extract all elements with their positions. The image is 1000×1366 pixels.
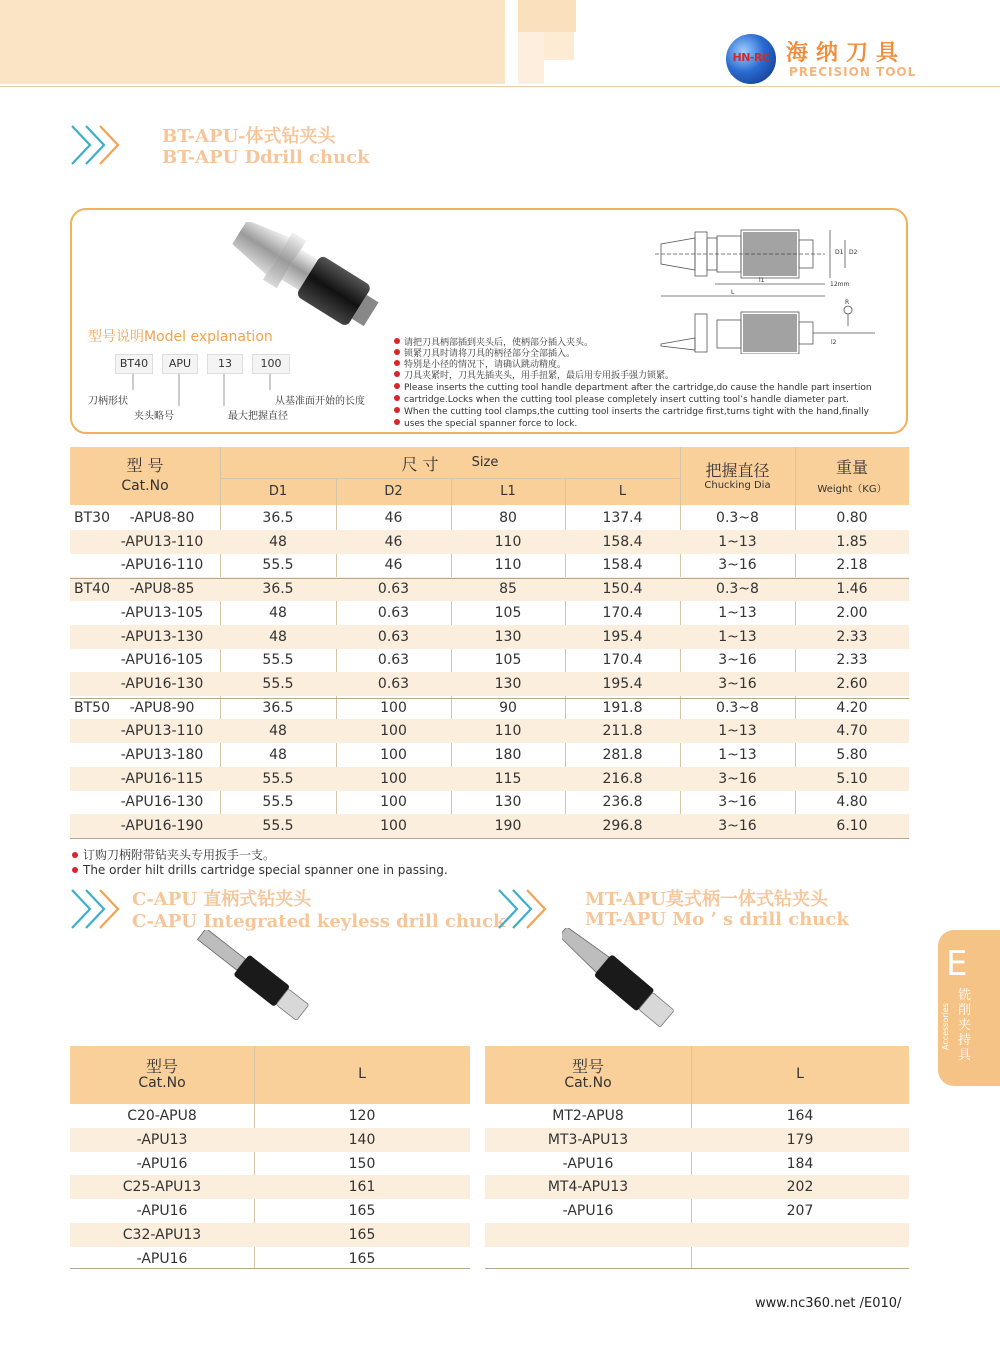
cat-cell: -APU16	[562, 1203, 614, 1220]
chuck-dia-cell: 3~16	[718, 770, 757, 787]
d1-cell: 48	[269, 628, 287, 645]
l-cell: 165	[348, 1203, 376, 1220]
d2-cell: 100	[380, 723, 407, 740]
l1-cell: 90	[499, 699, 517, 716]
drawing-label: l1	[759, 277, 765, 284]
l-cell: 296.8	[602, 818, 643, 835]
drawing-label: D1	[835, 249, 844, 256]
drawing-label: 12mm	[830, 281, 850, 288]
chuck-dia-cell: 3~16	[718, 652, 757, 669]
technical-drawing	[655, 214, 895, 354]
model-label: 刀柄形状	[88, 396, 128, 407]
d2-cell: 0.63	[377, 604, 410, 621]
model-label: 最大把握直径	[228, 411, 288, 422]
l-cell: 191.8	[602, 699, 643, 716]
weight-cell: 6.10	[836, 818, 868, 835]
l-cell: 158.4	[602, 533, 643, 550]
side-tab-letter: E	[946, 944, 968, 984]
chuck-dia-cell: 1~13	[718, 628, 757, 645]
header-decor	[518, 32, 544, 84]
header-cat-en: Cat.No	[121, 478, 169, 494]
table-row	[70, 790, 909, 814]
model-code: 100	[252, 354, 290, 374]
table-row	[70, 577, 909, 601]
weight-cell: 2.33	[836, 652, 868, 669]
header-cat-cn: 型 号	[126, 456, 164, 475]
d1-cell: 55.5	[262, 794, 294, 811]
chuck-dia-cell: 0.3~8	[716, 581, 759, 598]
cat-cell: MT2-APU8	[552, 1108, 624, 1124]
cat-cell: MT3-APU13	[547, 1131, 629, 1148]
d2-cell: 46	[384, 533, 403, 550]
cat-cell: MT4-APU13	[547, 1179, 629, 1196]
model-label: 从基准面开始的长度	[275, 396, 365, 407]
side-tab-label-cn: 铣削夹持具	[958, 988, 972, 1063]
d2-cell: 100	[380, 818, 407, 835]
model-explanation-title: 型号说明Model explanation	[88, 329, 273, 345]
l-cell: 195.4	[602, 628, 643, 645]
table-row	[485, 1152, 909, 1176]
c-header-l: L	[358, 1066, 366, 1082]
section3-title-en: MT-APU Mo ’ s drill chuck	[585, 909, 849, 930]
l1-cell: 80	[499, 510, 517, 526]
d2-cell: 100	[380, 794, 407, 811]
header-weight-en: Weight（KG）	[817, 484, 887, 495]
cat-cell: -APU16-130	[120, 675, 204, 692]
header-col: L1	[500, 484, 516, 499]
group-cell: BT50	[74, 699, 110, 716]
mt-header-cat-en: Cat.No	[564, 1075, 612, 1091]
cat-cell: -APU16-130	[120, 794, 204, 811]
note-item: cartridge.Locks when the cutting tool please completely insert cutting tool’s handle diameter part.	[394, 395, 849, 405]
d1-cell: 36.5	[262, 510, 294, 526]
table-row	[70, 506, 909, 530]
header-decor	[518, 0, 576, 32]
mt-header-l: L	[796, 1066, 804, 1082]
l1-cell: 85	[499, 581, 517, 598]
l-cell: 236.8	[602, 794, 643, 811]
cat-cell: -APU8-85	[129, 581, 195, 598]
l1-cell: 110	[494, 557, 522, 574]
cat-cell: -APU16	[136, 1250, 188, 1267]
footer-website[interactable]: www.nc360.net /E010/	[755, 1296, 902, 1311]
chuck-dia-cell: 3~16	[718, 675, 757, 692]
table-row	[70, 1104, 470, 1128]
chuck-dia-cell: 3~16	[718, 818, 757, 835]
footnote-cn: 订购刀柄附带钻夹头专用扳手一支。	[72, 846, 275, 863]
l-cell: 150	[348, 1155, 376, 1172]
chuck-dia-cell: 0.3~8	[716, 510, 759, 526]
chuck-dia-cell: 3~16	[718, 557, 757, 574]
cat-cell: -APU13-180	[120, 747, 204, 763]
cat-cell: -APU13-110	[120, 723, 204, 740]
table-row	[70, 767, 909, 791]
d1-cell: 55.5	[262, 818, 294, 835]
table-bottom-border	[70, 1268, 470, 1269]
l-cell: 216.8	[602, 770, 643, 787]
cat-cell: C32-APU13	[122, 1227, 202, 1243]
note-item: uses the special spanner force to lock.	[394, 419, 577, 429]
l-cell: 179	[786, 1131, 814, 1148]
weight-cell: 1.85	[836, 533, 868, 550]
weight-cell: 5.10	[836, 770, 868, 787]
l1-cell: 105	[494, 652, 522, 669]
l-cell: 158.4	[602, 557, 643, 574]
cat-cell: -APU16-115	[120, 770, 204, 787]
weight-cell: 4.80	[836, 794, 868, 811]
d2-cell: 46	[384, 557, 403, 574]
drawing-label: L	[731, 289, 735, 296]
table-row	[70, 1223, 470, 1247]
header-size-cn: 尺 寸	[401, 455, 439, 474]
note-item: 锁紧刀具时请将刀具的柄径部分全部插入。	[394, 346, 575, 359]
table-row	[485, 1128, 909, 1152]
d1-cell: 55.5	[262, 652, 294, 669]
l-cell: 140	[348, 1131, 376, 1148]
cat-cell: -APU16	[136, 1203, 188, 1220]
drawing-label: R	[845, 299, 850, 306]
table-row	[485, 1175, 909, 1199]
cat-cell: -APU13-130	[120, 628, 204, 645]
l-cell: 281.8	[602, 747, 643, 763]
header-chuck-en: Chucking Dia	[704, 480, 771, 491]
cat-cell: -APU8-90	[129, 699, 195, 716]
chevrons-icon	[495, 886, 553, 932]
c-apu-chuck-image	[196, 930, 316, 1040]
d1-cell: 36.5	[262, 699, 294, 716]
table-row	[70, 601, 909, 625]
l-cell: 195.4	[602, 675, 643, 692]
l-cell: 165	[348, 1250, 376, 1267]
table-bottom-border	[70, 838, 909, 839]
l1-cell: 105	[494, 604, 522, 621]
cat-cell: C25-APU13	[122, 1179, 202, 1196]
header-col: L	[618, 484, 627, 499]
weight-cell: 0.80	[836, 510, 868, 526]
note-item: 请把刀具柄部插到夹头后，使柄部分插入夹头。	[394, 335, 593, 348]
d2-cell: 0.63	[377, 675, 410, 692]
cat-cell: -APU16-110	[120, 557, 204, 574]
section3-title-cn: MT-APU莫式柄一体式钻夹头	[585, 889, 829, 910]
l1-cell: 110	[494, 533, 522, 550]
d1-cell: 48	[269, 723, 287, 740]
table-row	[70, 814, 909, 838]
c-header-cat-en: Cat.No	[138, 1075, 186, 1091]
d2-cell: 100	[380, 747, 407, 763]
cat-cell: -APU13-105	[120, 604, 204, 621]
table-row	[70, 1152, 470, 1176]
section1-title-cn: BT-APU-体式钻夹头	[162, 126, 336, 147]
table-row	[70, 1175, 470, 1199]
table-row	[485, 1223, 909, 1247]
group-divider	[70, 578, 909, 579]
weight-cell: 2.00	[836, 604, 868, 621]
d1-cell: 48	[269, 533, 287, 550]
table-bottom-border	[485, 1268, 909, 1269]
header-divider	[0, 86, 1000, 87]
brand-name-en: PRECISION TOOL	[789, 65, 917, 79]
cat-cell: -APU8-80	[129, 510, 195, 526]
chuck-dia-cell: 3~16	[718, 794, 757, 811]
d2-cell: 0.63	[377, 581, 410, 598]
group-cell: BT40	[74, 581, 110, 598]
l-cell: 184	[786, 1155, 814, 1172]
d1-cell: 48	[269, 747, 287, 763]
header-size-en: Size	[471, 455, 499, 470]
l1-cell: 110	[494, 723, 522, 740]
bt-apu-chuck-image	[220, 222, 400, 342]
table-row	[70, 530, 909, 554]
weight-cell: 1.46	[836, 581, 868, 598]
l-cell: 161	[348, 1179, 376, 1196]
c-header-cat-cn: 型号	[145, 1057, 178, 1076]
l-cell: 202	[786, 1179, 814, 1196]
group-cell: BT30	[74, 510, 110, 526]
cat-cell: -APU13-110	[120, 533, 204, 550]
model-code: APU	[162, 354, 198, 374]
cat-cell: -APU16	[136, 1155, 188, 1172]
table-row	[70, 743, 909, 767]
l-cell: 137.4	[602, 510, 643, 526]
drawing-label: D2	[849, 249, 858, 256]
l1-cell: 190	[494, 818, 522, 835]
chevrons-icon	[68, 122, 126, 168]
d1-cell: 48	[269, 604, 287, 621]
weight-cell: 2.33	[836, 628, 868, 645]
note-item: Please inserts the cutting tool handle department after the cartridge,do cause the handle part insertion	[394, 383, 872, 393]
table-row	[70, 625, 909, 649]
d2-cell: 0.63	[377, 652, 410, 669]
model-code: 13	[207, 354, 243, 374]
table-row	[70, 553, 909, 577]
note-item: 刀具夹紧时，刀具先插夹头，用手扭紧，最后用专用扳手强力锁紧。	[394, 368, 674, 381]
d2-cell: 100	[380, 699, 407, 716]
cat-cell: -APU16-105	[120, 652, 204, 669]
l1-cell: 180	[494, 747, 522, 763]
section2-title-cn: C-APU 直柄式钻夹头	[132, 889, 312, 910]
table-row	[70, 1199, 470, 1223]
table-row	[485, 1104, 909, 1128]
note-item: When the cutting tool clamps,the cutting tool inserts the cartridge first,turns tight with the hand,finally	[394, 407, 869, 417]
weight-cell: 4.70	[836, 723, 868, 740]
header-col: D1	[268, 484, 288, 499]
section1-title-en: BT-APU Ddrill chuck	[162, 147, 370, 168]
d1-cell: 55.5	[262, 557, 294, 574]
table-row	[70, 719, 909, 743]
logo-text: HN-RC	[732, 51, 770, 64]
l1-cell: 130	[494, 628, 522, 645]
d2-cell: 46	[384, 510, 403, 526]
d1-cell: 55.5	[262, 675, 294, 692]
chuck-dia-cell: 1~13	[718, 533, 757, 550]
chuck-dia-cell: 0.3~8	[716, 699, 759, 716]
l-cell: 170.4	[602, 604, 643, 621]
note-item: 特别是小径的情况下，请确认跳动精度。	[394, 357, 566, 370]
table-row	[70, 648, 909, 672]
header-weight-cn: 重量	[835, 458, 868, 477]
section2-title-en: C-APU Integrated keyless drill chuck	[132, 911, 506, 932]
l1-cell: 130	[494, 675, 522, 692]
l-cell: 150.4	[602, 581, 643, 598]
d1-cell: 36.5	[262, 581, 294, 598]
d2-cell: 0.63	[377, 628, 410, 645]
l-cell: 211.8	[602, 723, 643, 740]
l1-cell: 115	[494, 770, 522, 787]
mt-header-cat-cn: 型号	[571, 1057, 604, 1076]
model-code: BT40	[115, 354, 153, 374]
side-tab-label-en: Accessories	[941, 1003, 950, 1050]
table-row	[70, 1128, 470, 1152]
cat-cell: -APU13	[136, 1131, 188, 1148]
table-row	[70, 696, 909, 720]
cat-cell: -APU16	[562, 1155, 614, 1172]
chuck-dia-cell: 1~13	[718, 747, 757, 763]
group-divider	[70, 698, 909, 699]
l-cell: 170.4	[602, 652, 643, 669]
l1-cell: 130	[494, 794, 522, 811]
cat-cell: C20-APU8	[127, 1108, 197, 1124]
mt-apu-chuck-image	[562, 928, 692, 1040]
d2-cell: 100	[380, 770, 407, 787]
model-label: 夹头略号	[134, 411, 174, 422]
table-divider	[220, 478, 680, 479]
chevrons-icon	[68, 886, 126, 932]
weight-cell: 5.80	[836, 747, 868, 763]
weight-cell: 2.60	[836, 675, 868, 692]
table-row	[485, 1199, 909, 1223]
l-cell: 120	[348, 1108, 376, 1124]
d1-cell: 55.5	[262, 770, 294, 787]
header-chuck-cn: 把握直径	[705, 461, 770, 480]
weight-cell: 4.20	[836, 699, 868, 716]
header-col: D2	[384, 484, 403, 499]
model-code-connectors	[100, 372, 300, 412]
weight-cell: 2.18	[836, 557, 868, 574]
chuck-dia-cell: 1~13	[718, 604, 757, 621]
chuck-dia-cell: 1~13	[718, 723, 757, 740]
header-band	[0, 0, 505, 84]
cat-cell: -APU16-190	[120, 818, 204, 835]
l-cell: 207	[786, 1203, 814, 1220]
l-cell: 164	[786, 1108, 814, 1124]
brand-name-cn: 海纳刀具	[786, 41, 907, 66]
table-row	[70, 672, 909, 696]
drawing-label: l2	[831, 339, 837, 346]
footnote-en: The order hilt drills cartridge special spanner one in passing.	[72, 863, 448, 877]
l-cell: 165	[348, 1227, 376, 1243]
